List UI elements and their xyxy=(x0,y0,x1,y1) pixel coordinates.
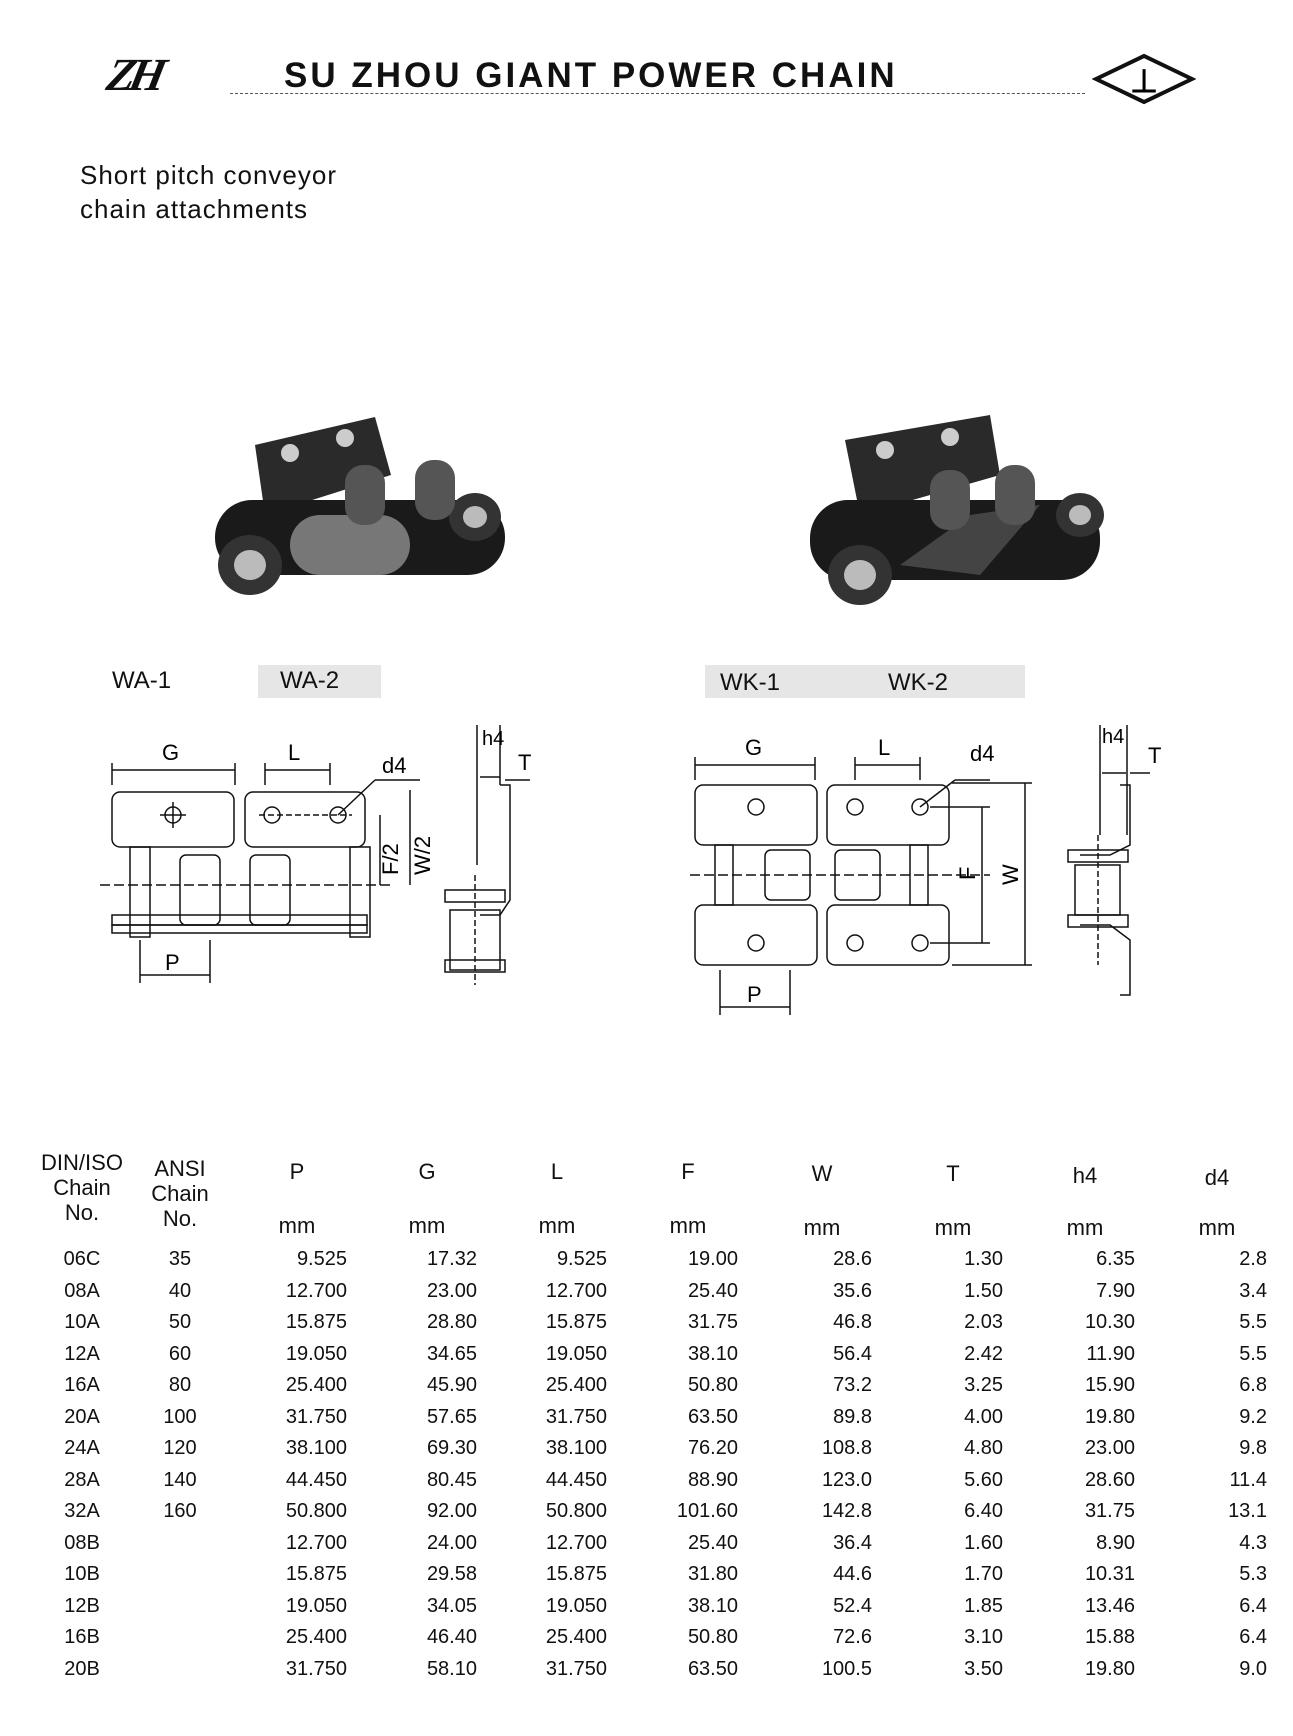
cell-f: 63.50 xyxy=(687,1657,738,1680)
cell-p: 15.875 xyxy=(285,1563,347,1585)
cell-t: 3.10 xyxy=(964,1626,1003,1648)
cell-f: 101.60 xyxy=(676,1500,738,1522)
cell-p: 25.400 xyxy=(285,1626,347,1648)
wk-label-h4: h4 xyxy=(1102,726,1125,748)
cell-w: 73.2 xyxy=(833,1374,872,1396)
cell-f: 63.50 xyxy=(687,1405,738,1428)
wk-label-f: F xyxy=(955,866,980,880)
cell-h4: 19.80 xyxy=(1084,1657,1135,1680)
column-header-line: P xyxy=(289,1159,305,1184)
cell-l: 25.400 xyxy=(545,1626,607,1648)
cell-d4: 6.4 xyxy=(1239,1594,1267,1617)
cell-w: 108.8 xyxy=(821,1437,872,1459)
wa-label-d4: d4 xyxy=(382,753,407,778)
variant-wk-2: WK-2 xyxy=(888,669,948,696)
unit-label-f: mm xyxy=(669,1213,707,1238)
cell-h4: 19.80 xyxy=(1084,1405,1135,1428)
cell-g: 28.80 xyxy=(426,1311,477,1333)
table-row xyxy=(0,1406,1293,1434)
wk-technical-drawing xyxy=(690,725,1250,1025)
cell-g: 46.40 xyxy=(426,1626,477,1648)
cell-t: 3.25 xyxy=(964,1374,1003,1396)
cell-ansi-chain-no: 160 xyxy=(163,1500,197,1522)
cell-w: 56.4 xyxy=(833,1342,872,1365)
cell-p: 19.050 xyxy=(285,1342,347,1365)
unit-label-w: mm xyxy=(803,1215,841,1240)
cell-d4: 2.8 xyxy=(1239,1248,1267,1270)
cell-g: 24.00 xyxy=(426,1531,477,1554)
company-logo: ZH xyxy=(102,49,166,100)
cell-l: 9.525 xyxy=(556,1248,607,1270)
cell-din-iso-chain-no: 32A xyxy=(64,1500,100,1522)
variant-wa-2: WA-2 xyxy=(280,667,340,694)
wk-label-d4: d4 xyxy=(970,741,995,766)
cell-w: 89.8 xyxy=(833,1405,872,1428)
cell-g: 17.32 xyxy=(426,1248,477,1270)
cell-g: 29.58 xyxy=(426,1563,477,1585)
cell-t: 2.42 xyxy=(964,1342,1003,1365)
header-divider xyxy=(230,93,1085,94)
cell-t: 1.60 xyxy=(964,1531,1003,1554)
wk-label-g: G xyxy=(745,735,763,760)
column-header-line: W xyxy=(811,1161,833,1186)
table-row xyxy=(0,1626,1293,1654)
cell-f: 88.90 xyxy=(687,1468,738,1491)
table-row xyxy=(0,1374,1293,1402)
cell-h4: 8.90 xyxy=(1096,1531,1135,1554)
table-row xyxy=(0,1595,1293,1623)
subtitle-line-1: Short pitch conveyor xyxy=(80,160,338,190)
cell-d4: 4.3 xyxy=(1239,1531,1267,1554)
cell-w: 52.4 xyxy=(833,1594,872,1617)
cell-din-iso-chain-no: 12B xyxy=(64,1594,100,1617)
cell-w: 35.6 xyxy=(833,1279,872,1302)
cell-t: 6.40 xyxy=(964,1500,1003,1522)
cell-ansi-chain-no: 100 xyxy=(163,1405,197,1428)
wa-label-f2: F/2 xyxy=(378,843,403,875)
cell-din-iso-chain-no: 20A xyxy=(64,1405,100,1428)
column-header-line: DIN/ISO xyxy=(41,1150,123,1175)
diamond-logo-icon xyxy=(1092,52,1196,106)
cell-p: 25.400 xyxy=(285,1374,347,1396)
cell-ansi-chain-no: 35 xyxy=(168,1248,192,1270)
cell-h4: 28.60 xyxy=(1084,1468,1135,1491)
wa-label-w2: W/2 xyxy=(410,835,435,875)
column-header-line: T xyxy=(946,1161,960,1186)
wk-label-t: T xyxy=(1148,743,1162,768)
cell-h4: 7.90 xyxy=(1096,1279,1135,1302)
cell-w: 36.4 xyxy=(833,1531,872,1554)
cell-d4: 3.4 xyxy=(1239,1279,1267,1302)
cell-f: 25.40 xyxy=(687,1531,738,1554)
cell-l: 15.875 xyxy=(545,1563,607,1585)
chain-dimension-table xyxy=(0,1150,1293,1710)
column-header-line: d4 xyxy=(1204,1165,1230,1190)
cell-w: 44.6 xyxy=(833,1563,872,1585)
cell-f: 31.80 xyxy=(687,1563,738,1585)
cell-h4: 6.35 xyxy=(1096,1248,1135,1270)
cell-p: 9.525 xyxy=(296,1248,347,1270)
cell-h4: 11.90 xyxy=(1086,1342,1135,1365)
table-row xyxy=(0,1469,1293,1497)
cell-l: 44.450 xyxy=(545,1468,607,1491)
cell-ansi-chain-no: 140 xyxy=(163,1468,197,1491)
cell-d4: 9.0 xyxy=(1239,1657,1267,1680)
cell-g: 92.00 xyxy=(426,1500,477,1522)
wa-label-h4: h4 xyxy=(482,728,505,750)
cell-t: 4.00 xyxy=(964,1405,1003,1428)
cell-f: 50.80 xyxy=(687,1626,738,1648)
column-header-h4 xyxy=(1015,1163,1155,1188)
cell-din-iso-chain-no: 16B xyxy=(64,1626,100,1648)
table-row xyxy=(0,1311,1293,1339)
cell-p: 44.450 xyxy=(285,1468,347,1491)
cell-d4: 11.4 xyxy=(1229,1468,1267,1491)
cell-h4: 13.46 xyxy=(1084,1594,1135,1617)
wa-chain-photo xyxy=(195,405,525,615)
column-header-line: h4 xyxy=(1072,1163,1098,1188)
column-header-l xyxy=(487,1159,627,1184)
cell-din-iso-chain-no: 08B xyxy=(64,1531,100,1554)
cell-g: 69.30 xyxy=(426,1437,477,1459)
cell-din-iso-chain-no: 08A xyxy=(64,1279,100,1302)
wa-label-l: L xyxy=(288,740,301,765)
table-row xyxy=(0,1343,1293,1371)
cell-ansi-chain-no: 80 xyxy=(168,1374,192,1396)
column-header-line: Chain xyxy=(151,1181,209,1206)
unit-label-g: mm xyxy=(408,1213,446,1238)
column-header-w xyxy=(752,1161,892,1186)
cell-w: 123.0 xyxy=(821,1468,872,1491)
cell-p: 31.750 xyxy=(285,1405,347,1428)
cell-w: 28.6 xyxy=(833,1248,872,1270)
table-row xyxy=(0,1248,1293,1276)
wk-chain-photo xyxy=(790,405,1120,615)
column-header-g xyxy=(357,1159,497,1184)
cell-p: 12.700 xyxy=(285,1279,347,1302)
cell-h4: 15.88 xyxy=(1084,1626,1135,1648)
cell-p: 31.750 xyxy=(285,1657,347,1680)
cell-din-iso-chain-no: 06C xyxy=(63,1248,101,1270)
cell-l: 31.750 xyxy=(545,1405,607,1428)
column-header-line: L xyxy=(550,1159,564,1184)
cell-l: 15.875 xyxy=(545,1311,607,1333)
column-header-t xyxy=(883,1161,1023,1186)
cell-g: 34.65 xyxy=(426,1342,477,1365)
diamond-logo-glyph: ⊥ xyxy=(1130,63,1158,99)
cell-g: 34.05 xyxy=(426,1594,477,1617)
column-header-line: F xyxy=(681,1159,695,1184)
cell-f: 31.75 xyxy=(687,1311,738,1333)
cell-din-iso-chain-no: 28A xyxy=(64,1468,100,1491)
cell-d4: 9.2 xyxy=(1239,1405,1267,1428)
wk-label-p: P xyxy=(747,982,762,1007)
cell-din-iso-chain-no: 12A xyxy=(64,1342,100,1365)
column-header-line: Chain xyxy=(53,1175,111,1200)
cell-l: 38.100 xyxy=(545,1437,607,1459)
cell-g: 45.90 xyxy=(426,1374,477,1396)
table-row xyxy=(0,1563,1293,1591)
table-row xyxy=(0,1280,1293,1308)
cell-din-iso-chain-no: 24A xyxy=(64,1437,100,1459)
cell-d4: 5.5 xyxy=(1239,1342,1267,1365)
table-row xyxy=(0,1658,1293,1686)
cell-f: 19.00 xyxy=(687,1248,738,1270)
cell-w: 142.8 xyxy=(821,1500,872,1522)
cell-ansi-chain-no: 40 xyxy=(168,1279,192,1302)
cell-p: 19.050 xyxy=(285,1594,347,1617)
column-header-line: No. xyxy=(162,1206,198,1231)
cell-d4: 5.3 xyxy=(1239,1563,1267,1585)
cell-f: 25.40 xyxy=(687,1279,738,1302)
cell-t: 2.03 xyxy=(964,1311,1003,1333)
column-header-line: ANSI xyxy=(154,1156,206,1181)
company-name: SU ZHOU GIANT POWER CHAIN xyxy=(284,56,898,95)
cell-ansi-chain-no: 50 xyxy=(168,1311,192,1333)
cell-g: 23.00 xyxy=(426,1279,477,1302)
subtitle-line-2: chain attachments xyxy=(80,194,309,224)
wk-label-w: W xyxy=(998,864,1023,885)
variant-wa-1: WA-1 xyxy=(112,667,172,694)
cell-l: 19.050 xyxy=(545,1342,607,1365)
cell-f: 38.10 xyxy=(687,1594,738,1617)
cell-w: 72.6 xyxy=(833,1626,872,1648)
cell-ansi-chain-no: 120 xyxy=(163,1437,197,1459)
unit-label-l: mm xyxy=(538,1213,576,1238)
cell-t: 4.80 xyxy=(964,1437,1003,1459)
cell-t: 1.30 xyxy=(964,1248,1003,1270)
cell-w: 100.5 xyxy=(821,1657,872,1680)
cell-p: 12.700 xyxy=(285,1531,347,1554)
cell-f: 50.80 xyxy=(687,1374,738,1396)
table-row xyxy=(0,1532,1293,1560)
wa-label-p: P xyxy=(165,950,180,975)
table-row xyxy=(0,1500,1293,1528)
table-row xyxy=(0,1437,1293,1465)
cell-din-iso-chain-no: 20B xyxy=(64,1657,100,1680)
wa-label-t: T xyxy=(518,750,532,775)
cell-t: 3.50 xyxy=(964,1657,1003,1680)
unit-label-t: mm xyxy=(934,1215,972,1240)
unit-label-p: mm xyxy=(278,1213,316,1238)
cell-t: 5.60 xyxy=(964,1468,1003,1491)
cell-h4: 31.75 xyxy=(1084,1500,1135,1522)
cell-g: 57.65 xyxy=(426,1405,477,1428)
cell-t: 1.50 xyxy=(964,1279,1003,1302)
cell-l: 50.800 xyxy=(545,1500,607,1522)
cell-f: 76.20 xyxy=(687,1437,738,1459)
cell-g: 58.10 xyxy=(426,1657,477,1680)
cell-p: 50.800 xyxy=(285,1500,347,1522)
column-header-line: G xyxy=(418,1159,436,1184)
cell-h4: 15.90 xyxy=(1084,1374,1135,1396)
cell-d4: 5.5 xyxy=(1239,1311,1267,1333)
cell-l: 31.750 xyxy=(545,1657,607,1680)
unit-label-h4: mm xyxy=(1066,1215,1104,1240)
wa-technical-drawing xyxy=(100,725,600,985)
cell-d4: 13.1 xyxy=(1228,1500,1267,1522)
cell-din-iso-chain-no: 10B xyxy=(64,1563,100,1585)
cell-din-iso-chain-no: 10A xyxy=(64,1311,100,1333)
column-header-f xyxy=(618,1159,758,1184)
cell-t: 1.70 xyxy=(964,1563,1003,1585)
column-header-line: No. xyxy=(64,1200,100,1225)
column-header-d4 xyxy=(1147,1165,1287,1190)
variant-wk-1: WK-1 xyxy=(720,669,780,696)
cell-l: 12.700 xyxy=(545,1531,607,1554)
cell-din-iso-chain-no: 16A xyxy=(64,1374,100,1396)
cell-l: 25.400 xyxy=(545,1374,607,1396)
unit-label-d4: mm xyxy=(1198,1215,1236,1240)
cell-f: 38.10 xyxy=(687,1342,738,1365)
cell-d4: 9.8 xyxy=(1239,1437,1267,1459)
wk-label-l: L xyxy=(878,735,891,760)
cell-g: 80.45 xyxy=(426,1468,477,1491)
cell-h4: 23.00 xyxy=(1084,1437,1135,1459)
cell-h4: 10.30 xyxy=(1084,1311,1135,1333)
cell-l: 12.700 xyxy=(545,1279,607,1302)
cell-ansi-chain-no: 60 xyxy=(168,1342,192,1365)
cell-d4: 6.4 xyxy=(1239,1626,1267,1648)
cell-w: 46.8 xyxy=(833,1311,872,1333)
cell-p: 15.875 xyxy=(285,1311,347,1333)
cell-h4: 10.31 xyxy=(1084,1563,1135,1585)
column-header-p xyxy=(227,1159,367,1184)
cell-p: 38.100 xyxy=(285,1437,347,1459)
cell-t: 1.85 xyxy=(964,1594,1003,1617)
cell-d4: 6.8 xyxy=(1239,1374,1267,1396)
page-subtitle xyxy=(80,158,337,226)
wa-label-g: G xyxy=(162,740,180,765)
cell-l: 19.050 xyxy=(545,1594,607,1617)
